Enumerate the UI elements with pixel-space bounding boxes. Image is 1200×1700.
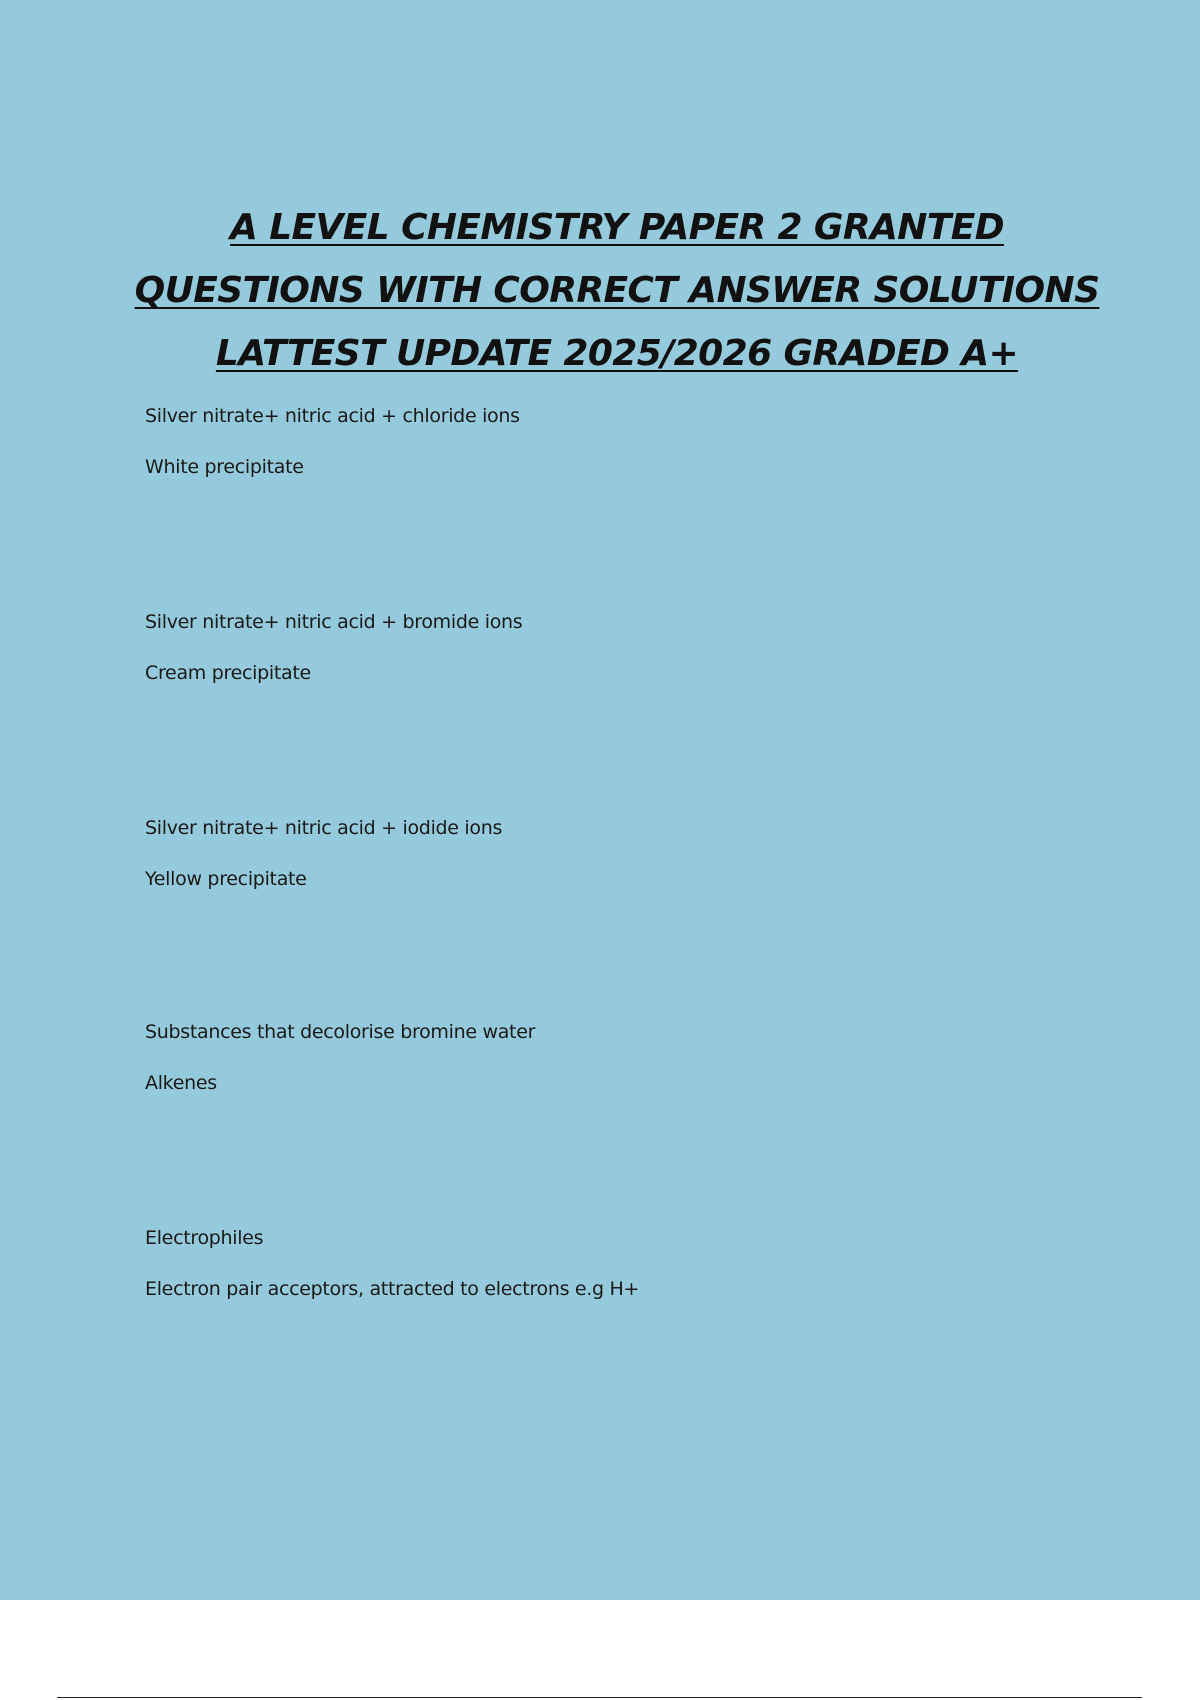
qa-item-iodide <box>145 815 502 892</box>
answer-text: Yellow precipitate <box>145 868 307 890</box>
document-title <box>100 196 1134 385</box>
qa-item-bromine-water <box>145 1019 535 1096</box>
qa-item-bromide <box>145 609 522 686</box>
question-text: Silver nitrate+ nitric acid + iodide ions <box>145 817 503 839</box>
answer-text: Electron pair acceptors, attracted to electrons e.g H+ <box>145 1278 640 1300</box>
answer-text: White precipitate <box>145 456 304 478</box>
question-text: Silver nitrate+ nitric acid + bromide ions <box>145 611 523 633</box>
answer-text: Alkenes <box>145 1072 217 1094</box>
footer-divider <box>57 1697 1142 1698</box>
qa-item-chloride <box>145 403 520 480</box>
qa-item-electrophiles <box>145 1225 639 1302</box>
question-text: Substances that decolorise bromine water <box>145 1021 536 1043</box>
title-line-1: A LEVEL CHEMISTRY PAPER 2 GRANTED <box>230 207 1004 248</box>
answer-text: Cream precipitate <box>145 662 311 684</box>
title-line-2: QUESTIONS WITH CORRECT ANSWER SOLUTIONS <box>134 270 1100 311</box>
question-text: Electrophiles <box>145 1227 264 1249</box>
title-line-3: LATTEST UPDATE 2025/2026 GRADED A+ <box>215 333 1019 374</box>
question-text: Silver nitrate+ nitric acid + chloride ions <box>145 405 520 427</box>
